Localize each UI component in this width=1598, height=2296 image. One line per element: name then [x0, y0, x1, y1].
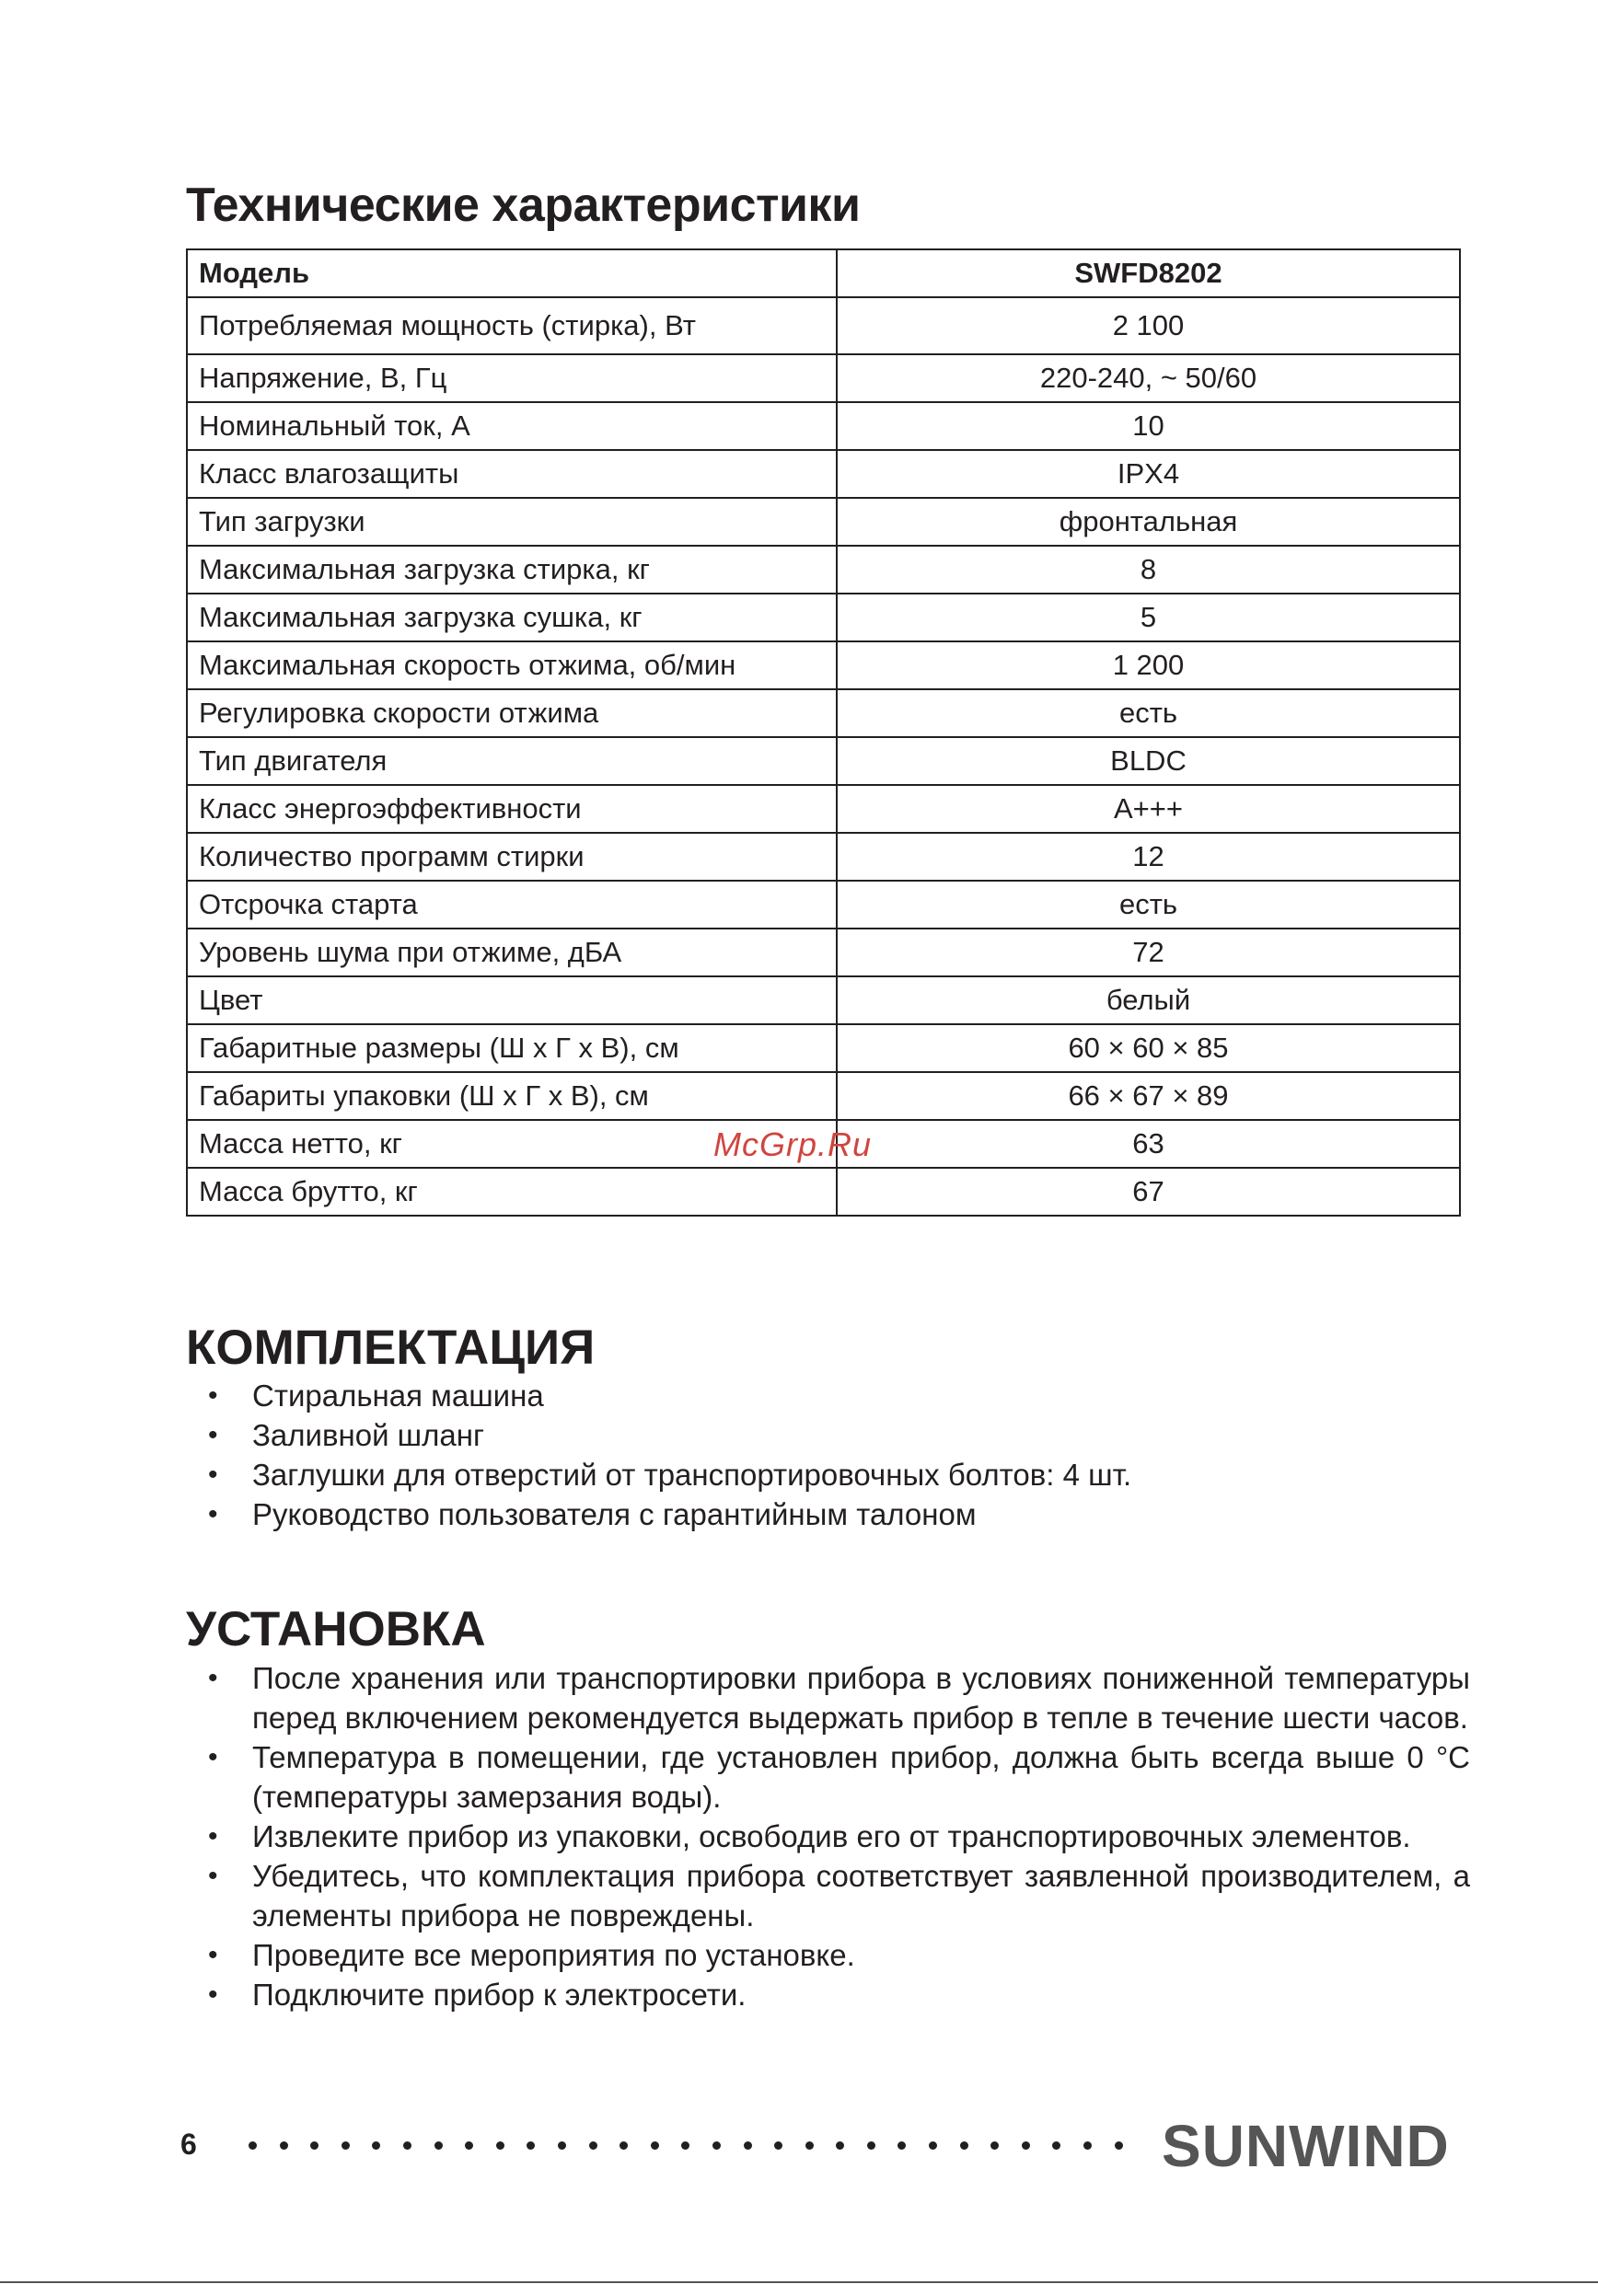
list-item — [186, 1415, 1470, 1455]
dot-icon — [310, 2141, 318, 2150]
list-item-text: После хранения или транспортировки прибора в условиях пониженной температуры перед включением рекомендуется выдержать прибор в тепле в течение шести часов. — [252, 1661, 1470, 1735]
spec-value: 8 — [837, 546, 1460, 594]
spec-value: 1 200 — [837, 641, 1460, 689]
footer-dots — [249, 2131, 1123, 2159]
dot-icon — [280, 2141, 288, 2150]
list-item — [186, 1935, 1470, 1975]
dot-icon — [867, 2141, 875, 2150]
bullet-icon: • — [208, 1460, 218, 1490]
dot-icon — [342, 2141, 350, 2150]
spec-name: Количество программ стирки — [187, 833, 837, 881]
spec-name: Тип двигателя — [187, 737, 837, 785]
spec-name: Уровень шума при отжиме, дБА — [187, 929, 837, 976]
dot-icon — [589, 2141, 597, 2150]
list-item-text: Температура в помещении, где установлен прибор, должна быть всегда выше 0 °С (температуры замерзания воды). — [252, 1740, 1470, 1814]
bullet-icon: • — [208, 1979, 218, 2010]
dot-icon — [897, 2141, 906, 2150]
header-model-label: Модель — [187, 249, 837, 297]
list-item-text: Подключите прибор к электросети. — [252, 1978, 747, 2012]
spec-name: Габариты упаковки (Ш х Г х В), см — [187, 1072, 837, 1120]
spec-value: 72 — [837, 929, 1460, 976]
header-model-value: SWFD8202 — [837, 249, 1460, 297]
table-row — [187, 929, 1460, 976]
dot-icon — [960, 2141, 968, 2150]
page-title: Технические характеристики — [186, 179, 861, 232]
table-row — [187, 297, 1460, 354]
spec-name: Номинальный ток, А — [187, 402, 837, 450]
spec-name: Напряжение, В, Гц — [187, 354, 837, 402]
bullet-icon: • — [208, 1742, 218, 1772]
spec-value: IPX4 — [837, 450, 1460, 498]
list-item — [186, 1856, 1470, 1935]
list-item — [186, 1658, 1470, 1737]
spec-value: 5 — [837, 594, 1460, 641]
dot-icon — [1052, 2141, 1060, 2150]
install-heading: УСТАНОВКА — [186, 1602, 486, 1656]
list-item-text: Заглушки для отверстий от транспортировочных болтов: 4 шт. — [252, 1458, 1132, 1492]
spec-value: BLDC — [837, 737, 1460, 785]
page-edge-divider — [0, 2281, 1598, 2283]
spec-value: 60 × 60 × 85 — [837, 1024, 1460, 1072]
spec-name: Максимальная загрузка сушка, кг — [187, 594, 837, 641]
table-row — [187, 689, 1460, 737]
dot-icon — [434, 2141, 443, 2150]
table-row — [187, 881, 1460, 929]
spec-value: 10 — [837, 402, 1460, 450]
bullet-icon: • — [208, 1861, 218, 1891]
spec-value: 220-240, ~ 50/60 — [837, 354, 1460, 402]
list-item-text: Извлеките прибор из упаковки, освободив его от транспортировочных элементов. — [252, 1819, 1411, 1853]
spec-value: 63 — [837, 1120, 1460, 1168]
dot-icon — [651, 2141, 659, 2150]
table-row — [187, 402, 1460, 450]
bullet-icon: • — [208, 1420, 218, 1450]
dot-icon — [620, 2141, 628, 2150]
spec-name: Цвет — [187, 976, 837, 1024]
dot-icon — [1115, 2141, 1123, 2150]
list-item — [186, 1494, 1470, 1534]
spec-name: Регулировка скорости отжима — [187, 689, 837, 737]
dot-icon — [1022, 2141, 1030, 2150]
list-item-text: Заливной шланг — [252, 1418, 485, 1452]
dot-icon — [712, 2141, 721, 2150]
bullet-icon: • — [208, 1821, 218, 1852]
spec-value: фронтальная — [837, 498, 1460, 546]
spec-value: есть — [837, 881, 1460, 929]
table-row — [187, 833, 1460, 881]
spec-value: 67 — [837, 1168, 1460, 1216]
spec-name: Класс влагозащиты — [187, 450, 837, 498]
spec-name: Тип загрузки — [187, 498, 837, 546]
bullet-icon: • — [208, 1663, 218, 1693]
table-row — [187, 1072, 1460, 1120]
list-item — [186, 1975, 1470, 2014]
list-item — [186, 1376, 1470, 1415]
list-item — [186, 1817, 1470, 1856]
table-row — [187, 498, 1460, 546]
spec-name: Максимальная загрузка стирка, кг — [187, 546, 837, 594]
dot-icon — [558, 2141, 566, 2150]
list-item-text: Руководство пользователя с гарантийным талоном — [252, 1497, 977, 1531]
table-row — [187, 1168, 1460, 1216]
list-item-text: Проведите все мероприятия по установке. — [252, 1938, 855, 1972]
spec-value: A+++ — [837, 785, 1460, 833]
dot-icon — [403, 2141, 411, 2150]
dot-icon — [465, 2141, 473, 2150]
watermark: McGrp.Ru — [713, 1125, 873, 1163]
kit-heading: КОМПЛЕКТАЦИЯ — [186, 1321, 596, 1375]
table-row — [187, 737, 1460, 785]
dot-icon — [1083, 2141, 1092, 2150]
spec-name: Масса нетто, кг — [187, 1120, 837, 1168]
brand-logo: SUNWIND — [1162, 2113, 1450, 2179]
page-number: 6 — [180, 2128, 197, 2161]
spec-name: Максимальная скорость отжима, об/мин — [187, 641, 837, 689]
spec-value: есть — [837, 689, 1460, 737]
install-list — [186, 1658, 1470, 2014]
bullet-icon: • — [208, 1499, 218, 1529]
table-header-row — [187, 249, 1460, 297]
spec-name: Класс энергоэффективности — [187, 785, 837, 833]
bullet-icon: • — [208, 1380, 218, 1411]
spec-value: 2 100 — [837, 297, 1460, 354]
list-item-text: Убедитесь, что комплектация прибора соответствует заявленной производителем, а элементы прибора не повреждены. — [252, 1859, 1470, 1933]
dot-icon — [249, 2141, 257, 2150]
table-row — [187, 450, 1460, 498]
table-row — [187, 1024, 1460, 1072]
spec-value: белый — [837, 976, 1460, 1024]
dot-icon — [372, 2141, 380, 2150]
dot-icon — [990, 2141, 999, 2150]
table-row — [187, 976, 1460, 1024]
table-row — [187, 641, 1460, 689]
spec-name: Масса брутто, кг — [187, 1168, 837, 1216]
list-item — [186, 1455, 1470, 1494]
dot-icon — [744, 2141, 752, 2150]
spec-name: Габаритные размеры (Ш х Г х В), см — [187, 1024, 837, 1072]
spec-name: Отсрочка старта — [187, 881, 837, 929]
dot-icon — [774, 2141, 782, 2150]
list-item-text: Стиральная машина — [252, 1379, 544, 1413]
dot-icon — [929, 2141, 937, 2150]
dot-icon — [836, 2141, 844, 2150]
spec-value: 66 × 67 × 89 — [837, 1072, 1460, 1120]
dot-icon — [805, 2141, 814, 2150]
table-row — [187, 354, 1460, 402]
bullet-icon: • — [208, 1940, 218, 1970]
table-row — [187, 546, 1460, 594]
kit-list — [186, 1376, 1470, 1534]
table-row — [187, 594, 1460, 641]
spec-table — [186, 248, 1461, 1217]
dot-icon — [681, 2141, 689, 2150]
list-item — [186, 1737, 1470, 1817]
spec-value: 12 — [837, 833, 1460, 881]
dot-icon — [527, 2141, 535, 2150]
spec-name: Потребляемая мощность (стирка), Вт — [187, 297, 837, 354]
dot-icon — [496, 2141, 504, 2150]
table-row — [187, 785, 1460, 833]
